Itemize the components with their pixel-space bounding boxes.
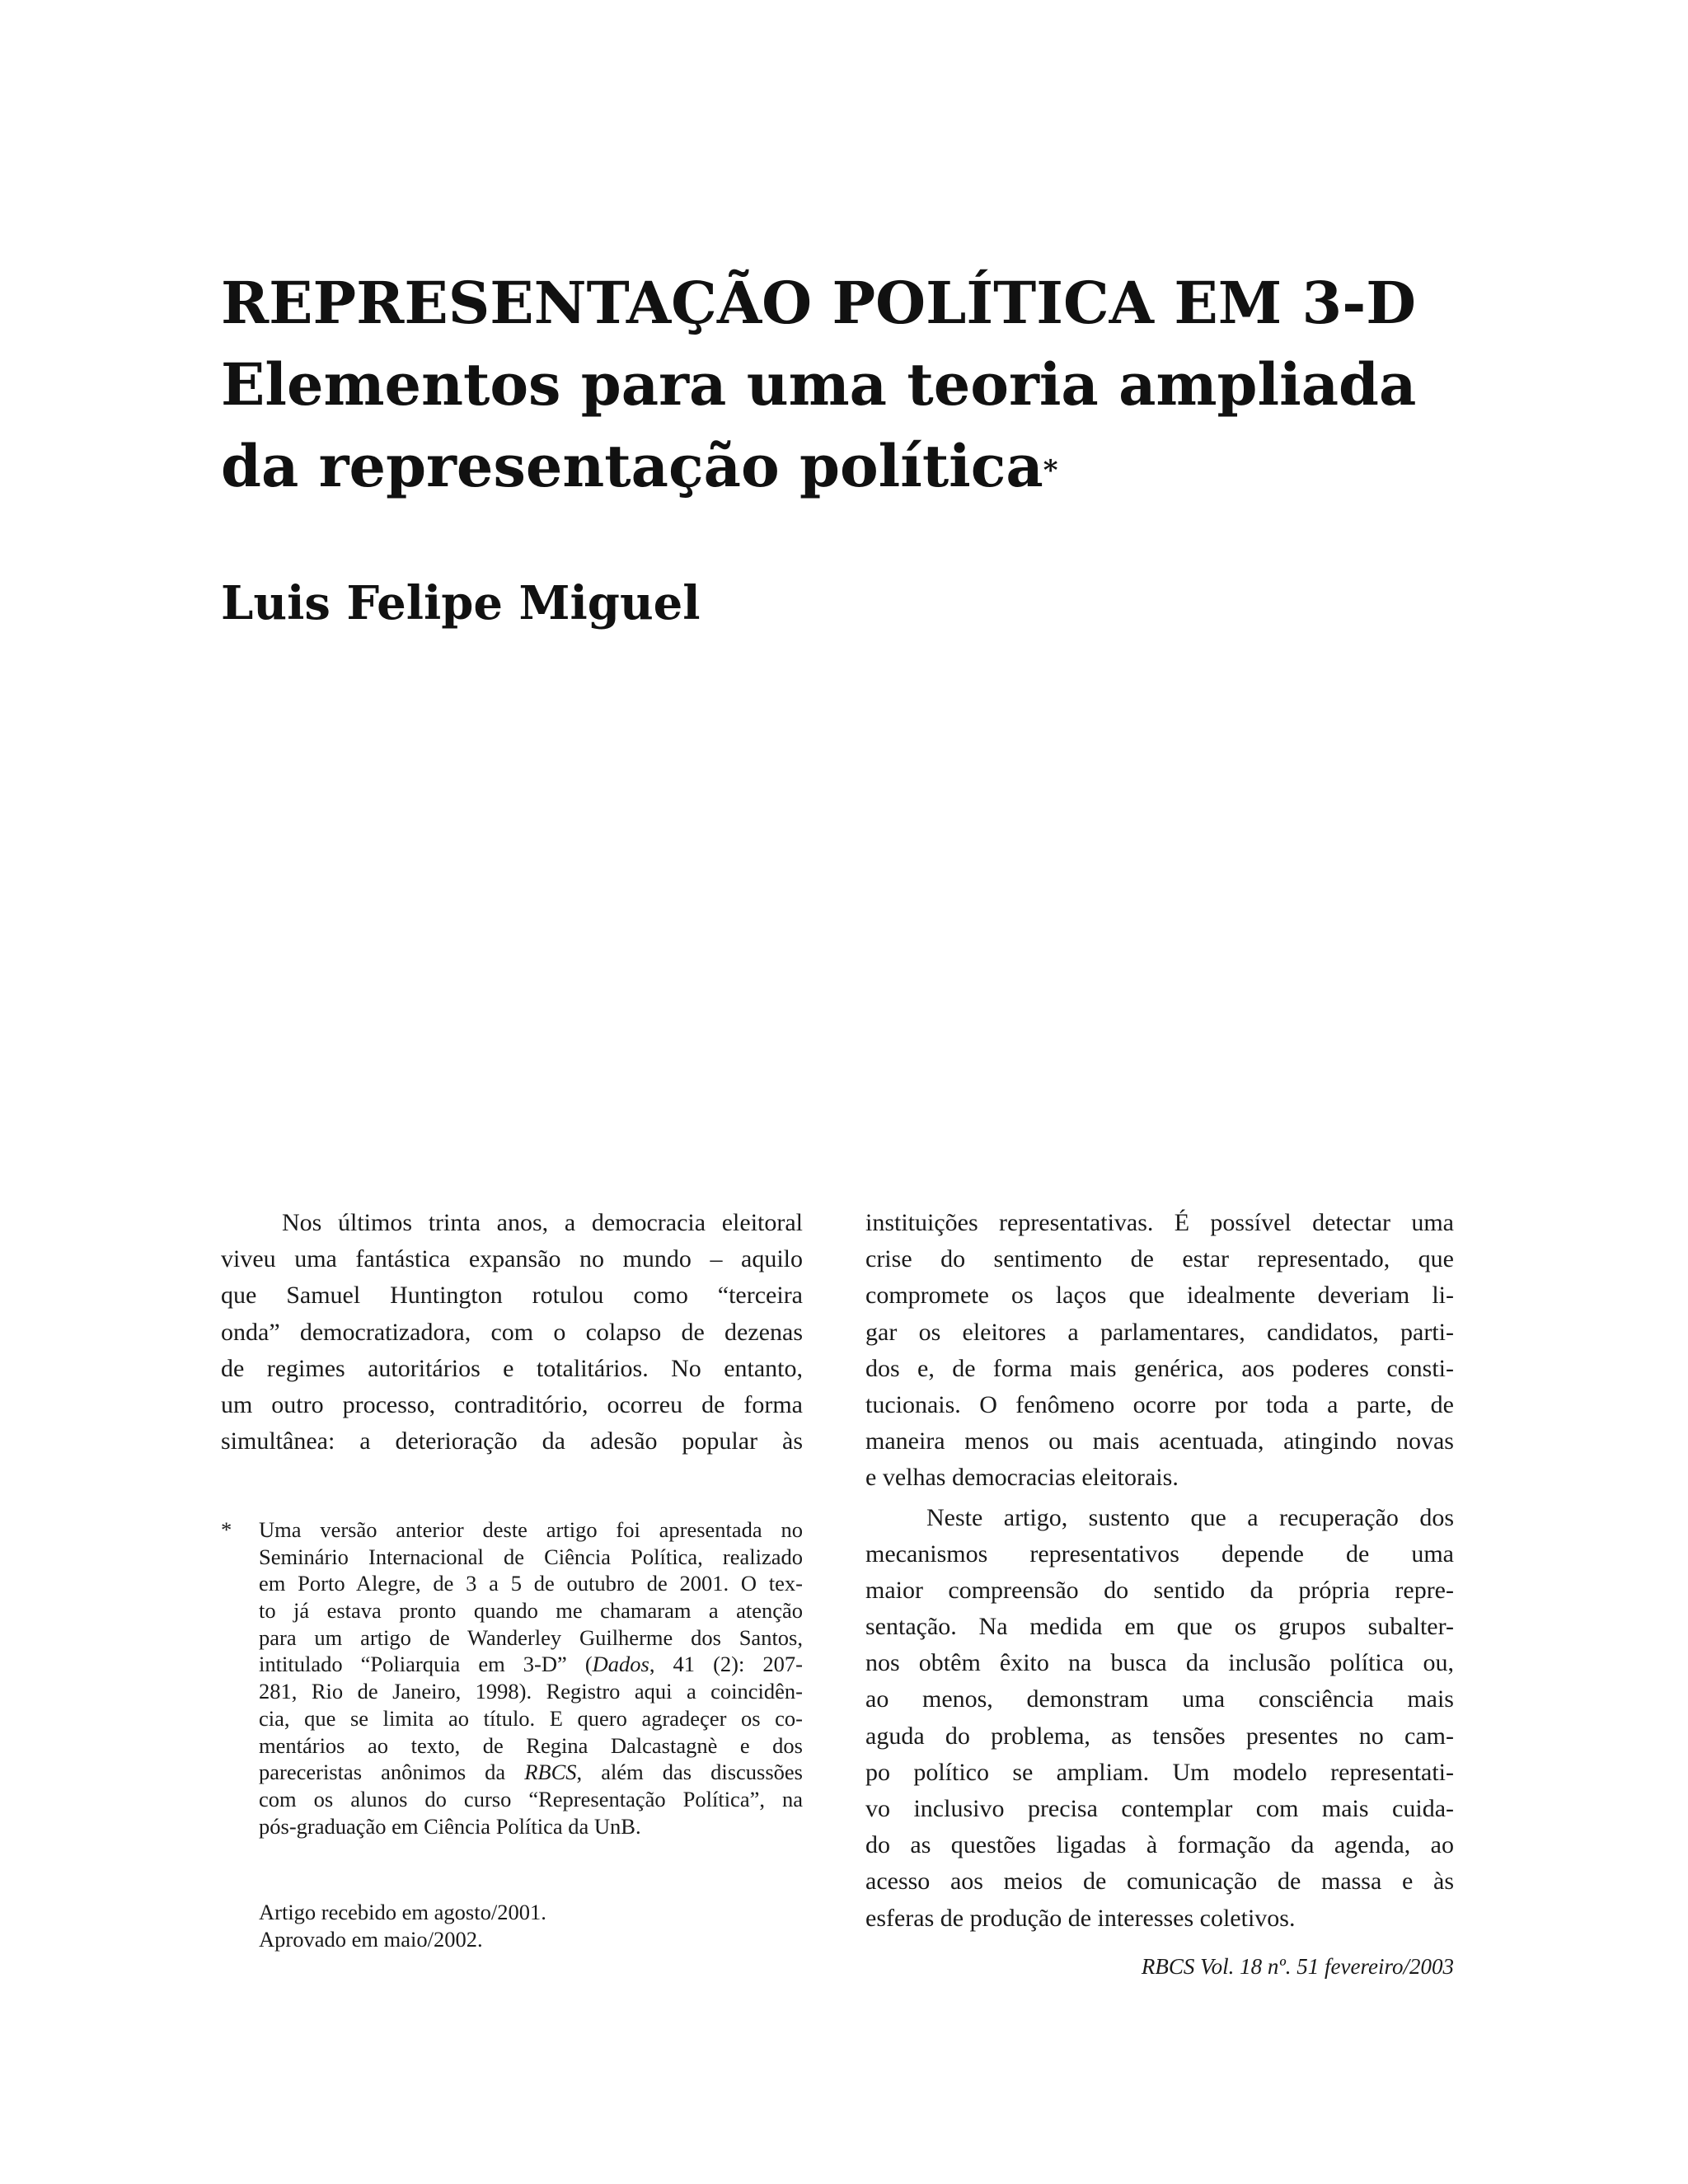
right-column <box>865 1205 1454 1937</box>
body-line: aguda do problema, as tensões presentes no cam- <box>865 1722 1454 1750</box>
approved-date: Aprovado em maio/2002. <box>259 1926 483 1952</box>
title-line-3-text: da representação política <box>221 432 1043 500</box>
title-line-2: Elementos para uma teoria ampliada <box>221 350 1417 419</box>
footnote-line: cia, que se limita ao título. E quero agradeçer os co- <box>259 1705 803 1731</box>
received-date: Artigo recebido em agosto/2001. <box>259 1900 546 1924</box>
footnote-line: mentários ao texto, de Regina Dalcastagnè e dos <box>259 1732 803 1758</box>
body-line: crise do sentimento de estar representado, que <box>865 1245 1454 1273</box>
footnote-line: Seminário Internacional de Ciência Política, realizado <box>259 1544 803 1569</box>
body-line: que Samuel Huntington rotulou como “terceira <box>221 1282 803 1310</box>
footnote-line: com os alunos do curso “Representação Política”, na <box>259 1786 803 1811</box>
body-line: onda” democratizadora, com o colapso de dezenas <box>221 1318 803 1346</box>
body-line: esferas de produção de interesses coletivos. <box>865 1904 1296 1932</box>
body-line: gar os eleitores a parlamentares, candidatos, parti- <box>865 1318 1454 1346</box>
body-line: Nos últimos trinta anos, a democracia eleitoral <box>282 1209 803 1236</box>
body-line: acesso aos meios de comunicação de massa e às <box>865 1868 1454 1896</box>
body-line: compromete os laços que idealmente deveriam li- <box>865 1282 1454 1310</box>
footnote-line-text: , além das discussões <box>576 1760 803 1785</box>
body-line: simultânea: a deterioração da adesão popular às <box>221 1427 803 1455</box>
submission-dates <box>259 1899 546 1952</box>
body-line: e velhas democracias eleitorais. <box>865 1464 1179 1492</box>
footnote-line-text: intitulado “Poliarquia em 3-D” ( <box>259 1652 593 1677</box>
body-line: ao menos, demonstram uma consciência mais <box>865 1685 1454 1713</box>
body-line: sentação. Na medida em que os grupos subalter- <box>865 1613 1454 1641</box>
footnote-body <box>259 1516 803 1840</box>
title-line-3 <box>221 425 1507 507</box>
journal-name-rbcs: RBCS <box>524 1760 577 1785</box>
body-line: vo inclusivo precisa contemplar com mais cuida- <box>865 1795 1454 1822</box>
footnote-line: Uma versão anterior deste artigo foi apresentada no <box>259 1517 803 1542</box>
footnote-line: em Porto Alegre, de 3 a 5 de outubro de 2001. O tex- <box>259 1571 803 1596</box>
footnote-line: pós-graduação em Ciência Política da UnB. <box>259 1813 641 1839</box>
body-line: Neste artigo, sustento que a recuperação dos <box>926 1503 1454 1531</box>
body-line: maior compreensão do sentido da própria repre- <box>865 1576 1454 1604</box>
footnote-line: para um artigo de Wanderley Guilherme dos Santos, <box>259 1624 803 1650</box>
title-footnote-marker: * <box>1043 454 1058 487</box>
body-line: de regimes autoritários e totalitários. No entanto, <box>221 1354 803 1382</box>
body-line: do as questões ligadas à formação da agenda, ao <box>865 1831 1454 1859</box>
body-line: viveu uma fantástica expansão no mundo – aquilo <box>221 1245 803 1273</box>
body-line: dos e, de forma mais genérica, aos poderes consti- <box>865 1354 1454 1382</box>
left-column <box>221 1205 803 1460</box>
footnote-marker: * <box>221 1517 232 1542</box>
footnote-line <box>259 1651 803 1678</box>
body-line: nos obtêm êxito na busca da inclusão política ou, <box>865 1649 1454 1677</box>
body-line: maneira menos ou mais acentuada, atingindo novas <box>865 1427 1454 1455</box>
body-line: po político se ampliam. Um modelo representati- <box>865 1758 1454 1786</box>
title-line-1: REPRESENTAÇÃO POLÍTICA EM 3-D <box>221 269 1417 337</box>
footnote-line: 281, Rio de Janeiro, 1998). Registro aqui a coincidên- <box>259 1679 803 1704</box>
footnote-line: to já estava pronto quando me chamaram a atenção <box>259 1598 803 1624</box>
body-line: instituições representativas. É possível detectar uma <box>865 1209 1454 1236</box>
body-line: tucionais. O fenômeno ocorre por toda a parte, de <box>865 1390 1454 1418</box>
footnote-line-text: pareceristas anônimos da <box>259 1760 525 1785</box>
footnote-line <box>259 1759 803 1786</box>
body-line: mecanismos representativos depende de uma <box>865 1540 1454 1568</box>
article-title <box>221 262 1507 507</box>
journal-footer: RBCS Vol. 18 nº. 51 fevereiro/2003 <box>1141 1954 1454 1979</box>
journal-name-dados: Dados <box>592 1652 649 1677</box>
author-name: Luis Felipe Miguel <box>221 576 701 630</box>
footnote <box>221 1516 803 1840</box>
footnote-line-text: , 41 (2): 207- <box>649 1652 804 1677</box>
body-line: um outro processo, contraditório, ocorreu de forma <box>221 1390 803 1418</box>
